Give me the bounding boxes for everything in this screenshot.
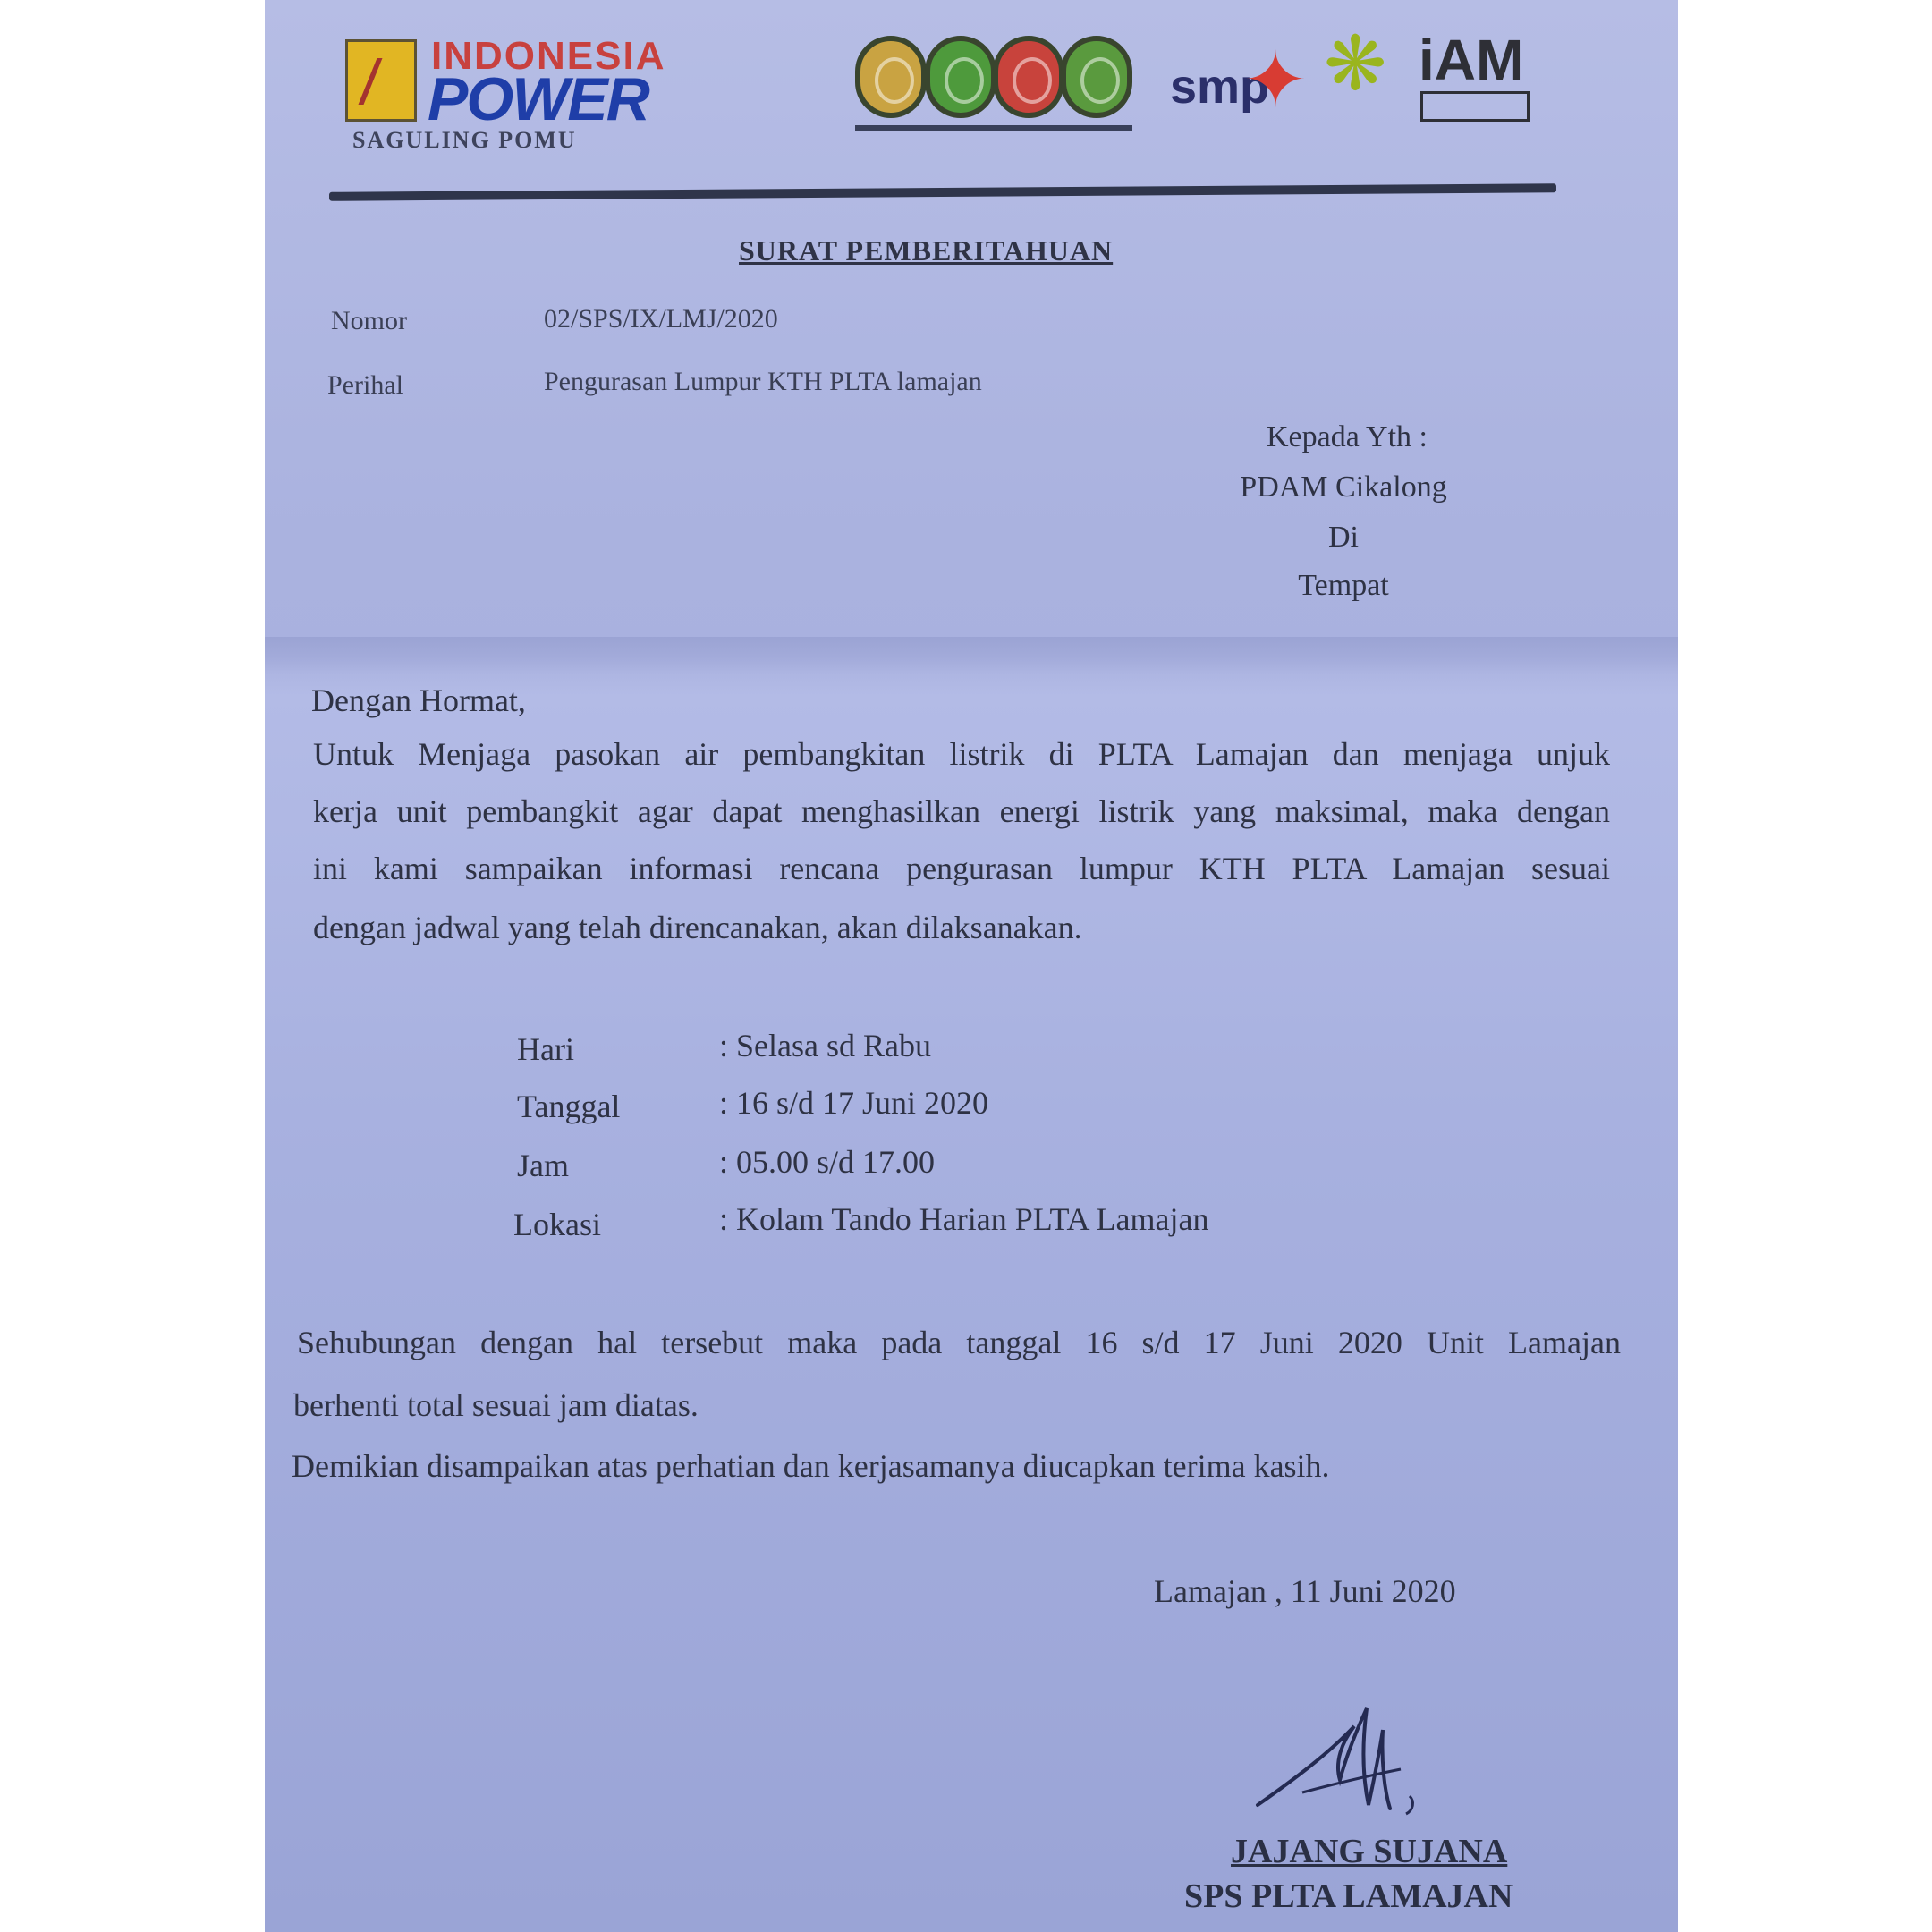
salutation: Dengan Hormat, <box>311 682 526 718</box>
schedule-label-hari: Hari <box>517 1031 574 1067</box>
paper-fold <box>265 637 1678 674</box>
schedule-label-jam: Jam <box>517 1148 569 1183</box>
signer-position: SPS PLTA LAMAJAN <box>1184 1877 1513 1915</box>
iam-logo-frame <box>1420 91 1530 122</box>
award-flower-icon: ❋ <box>1324 23 1387 106</box>
place-date: Lamajan , 11 Juni 2020 <box>1154 1573 1456 1609</box>
body-line: berhenti total sesuai jam diatas. <box>293 1387 699 1423</box>
seal-caption <box>925 125 996 131</box>
body-line: ini kami sampaikan informasi rencana pengurasan lumpur KTH PLTA Lamajan sesuai <box>313 851 1610 886</box>
schedule-value-hari: : Selasa sd Rabu <box>719 1028 931 1063</box>
nomor-value: 02/SPS/IX/LMJ/2020 <box>544 304 778 334</box>
letterhead-divider <box>329 183 1556 201</box>
body-line: Untuk Menjaga pasokan air pembangkitan listrik di PLTA Lamajan dan menjaga unjuk <box>313 736 1610 772</box>
seal-caption <box>1061 125 1132 131</box>
indonesia-power-logo-icon <box>345 39 417 122</box>
brand-unit-name: SAGULING POMU <box>352 127 577 153</box>
schedule-value-jam: : 05.00 s/d 17.00 <box>719 1144 936 1180</box>
handwritten-signature <box>1249 1690 1428 1825</box>
closing-line: Demikian disampaikan atas perhatian dan kerjasamanya diucapkan terima kasih. <box>292 1448 1330 1484</box>
signer-name: JAJANG SUJANA <box>1231 1833 1508 1870</box>
certification-seal-icon <box>925 36 996 118</box>
certification-seal-icon <box>855 36 927 118</box>
smp-star-icon: ✦ <box>1243 38 1309 123</box>
body-line: kerja unit pembangkit agar dapat menghasilkan energi listrik yang maksimal, maka dengan <box>313 793 1610 829</box>
perihal-label: Perihal <box>327 370 403 400</box>
schedule-label-lokasi: Lokasi <box>513 1207 601 1242</box>
recipient-line: Di <box>1328 521 1359 554</box>
body-line: Sehubungan dengan hal tersebut maka pada tanggal 16 s/d 17 Juni 2020 Unit Lamajan <box>297 1325 1621 1360</box>
recipient-line: Kepada Yth : <box>1266 420 1428 453</box>
schedule-value-tanggal: : 16 s/d 17 Juni 2020 <box>719 1085 989 1121</box>
perihal-value: Pengurasan Lumpur KTH PLTA lamajan <box>544 367 982 396</box>
schedule-value-lokasi: : Kolam Tando Harian PLTA Lamajan <box>719 1201 1209 1237</box>
certification-seal-icon <box>993 36 1064 118</box>
brand-name-line2: POWER <box>428 65 648 133</box>
letter-title: SURAT PEMBERITAHUAN <box>739 234 1114 267</box>
nomor-label: Nomor <box>331 306 407 335</box>
smp-logo: smp <box>1170 60 1270 114</box>
letter-paper <box>265 0 1678 1932</box>
seal-caption <box>855 125 927 131</box>
schedule-label-tanggal: Tanggal <box>517 1089 621 1124</box>
body-line: dengan jadwal yang telah direncanakan, akan dilaksanakan. <box>313 910 1082 945</box>
recipient-line: Tempat <box>1298 569 1389 602</box>
brand-name-line1: INDONESIA <box>431 34 666 78</box>
recipient-line: PDAM Cikalong <box>1240 470 1447 504</box>
certification-seal-icon <box>1061 36 1132 118</box>
iam-logo: iAM <box>1419 28 1524 92</box>
seal-caption <box>993 125 1064 131</box>
